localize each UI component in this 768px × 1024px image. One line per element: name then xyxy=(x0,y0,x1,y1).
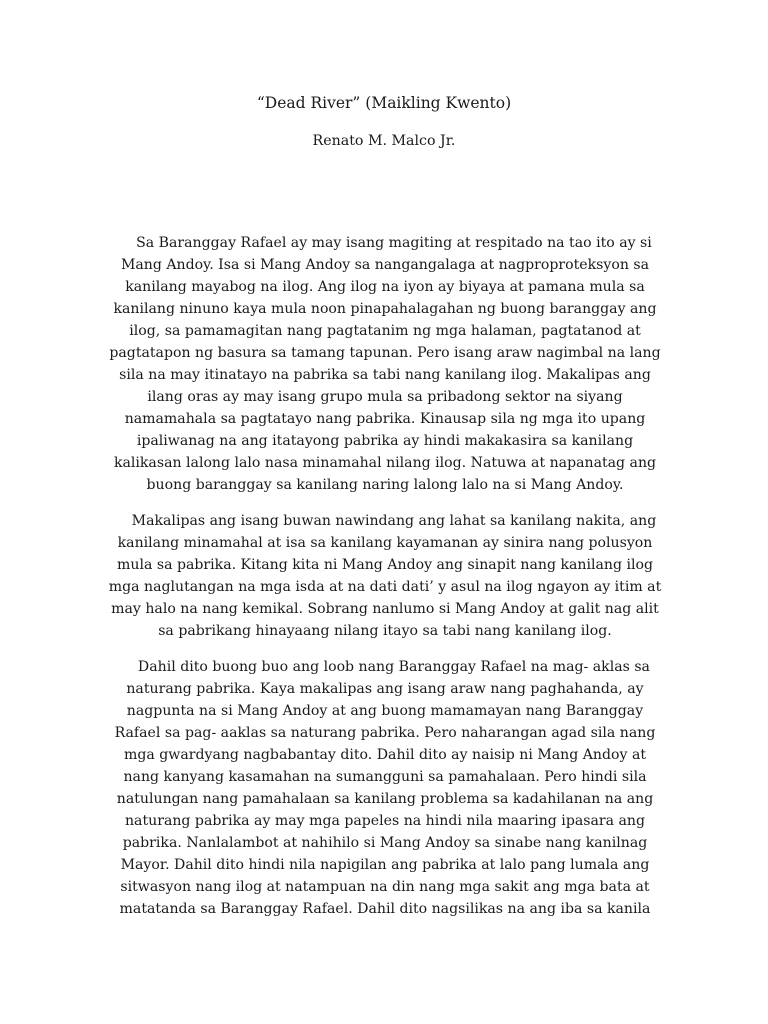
story-body xyxy=(100,232,670,934)
story-paragraph xyxy=(100,656,670,920)
story-paragraph xyxy=(100,510,670,642)
paragraph-line: ilog, sa pamamagitan nang pagtatanim ng mga halaman, pagtatanod at xyxy=(129,323,641,339)
paragraph-line: sila na may itinatayo na pabrika sa tabi nang kanilang ilog. Makalipas ang xyxy=(119,367,651,383)
paragraph-line: kanilang mayabog na ilog. Ang ilog na iyon ay biyaya at pamana mula sa xyxy=(125,279,645,295)
paragraph-line: sitwasyon nang ilog at natampuan na din nang mga sakit ang mga bata at xyxy=(120,879,650,895)
paragraph-line: buong baranggay sa kanilang naring lalong lalo na si Mang Andoy. xyxy=(146,477,624,493)
paragraph-line: naturang pabrika. Kaya makalipas ang isang araw nang paghahanda, ay xyxy=(126,681,644,697)
paragraph-line: pabrika. Nanlalambot at nahihilo si Mang Andoy sa sinabe nang kanilnag xyxy=(122,835,648,851)
story-author: Renato M. Malco Jr. xyxy=(312,133,456,149)
paragraph-line: Dahil dito buong buo ang loob nang Baranggay Rafael na mag- aklas sa xyxy=(120,659,650,675)
paragraph-line: Sa Baranggay Rafael ay may isang magiting at respitado na tao ito ay si xyxy=(118,235,652,251)
paragraph-line: naturang pabrika ay may mga papeles na hindi nila maaring ipasara ang xyxy=(124,813,645,829)
paragraph-line: Mang Andoy. Isa si Mang Andoy sa nangangalaga at nagproproteksyon sa xyxy=(120,257,650,273)
story-paragraph xyxy=(100,232,670,496)
paragraph-line: kalikasan lalong lalo nasa minamahal nilang ilog. Natuwa at napanatag ang xyxy=(113,455,657,471)
paragraph-line: sa pabrikang hinayaang nilang itayo sa tabi nang kanilang ilog. xyxy=(158,623,612,639)
paragraph-line: Mayor. Dahil dito hindi nila napigilan ang pabrika at lalo pang lumala ang xyxy=(120,857,650,873)
paragraph-line: kanilang ninuno kaya mula noon pinapahalagahan ng buong baranggay ang xyxy=(113,301,657,317)
paragraph-line: Rafael sa pag- aaklas sa naturang pabrika. Pero naharangan agad sila nang xyxy=(114,725,656,741)
paragraph-line: natulungan nang pamahalaan sa kanilang problema sa kadahilanan na ang xyxy=(116,791,654,807)
paragraph-line: nagpunta na si Mang Andoy at ang buong mamamayan nang Baranggay xyxy=(126,703,644,719)
paragraph-line: pagtatapon ng basura sa tamang tapunan. Pero isang araw nagimbal na lang xyxy=(109,345,661,361)
paragraph-line: Makalipas ang isang buwan nawindang ang lahat sa kanilang nakita, ang xyxy=(113,513,657,529)
paragraph-line: mga gwardyang nagbabantay dito. Dahil dito ay naisip ni Mang Andoy at xyxy=(123,747,647,763)
paragraph-line: mula sa pabrika. Kitang kita ni Mang Andoy ang sinapit nang kanilang ilog xyxy=(117,557,653,573)
paragraph-line: ipaliwanag na ang itatayong pabrika ay hindi makakasira sa kanilang xyxy=(136,433,634,449)
paragraph-line: matatanda sa Baranggay Rafael. Dahil dito nagsilikas na ang iba sa kanila xyxy=(119,901,651,917)
paragraph-line: ilang oras ay may isang grupo mula sa pribadong sektor na siyang xyxy=(147,389,623,405)
paragraph-line: namamahala sa pagtatayo nang pabrika. Kinausap sila ng mga ito upang xyxy=(124,411,646,427)
story-title: “Dead River” (Maikling Kwento) xyxy=(256,94,512,112)
paragraph-line: mga naglutangan na mga isda at na dati dati’ y asul na ilog ngayon ay itim at xyxy=(108,579,662,595)
paragraph-line: kanilang minamahal at isa sa kanilang kayamanan ay sinira nang polusyon xyxy=(117,535,653,551)
paragraph-line: nang kanyang kasamahan na sumangguni sa pamahalaan. Pero hindi sila xyxy=(123,769,647,785)
paragraph-line: may halo na nang kemikal. Sobrang nanlumo si Mang Andoy at galit nag alit xyxy=(111,601,659,617)
